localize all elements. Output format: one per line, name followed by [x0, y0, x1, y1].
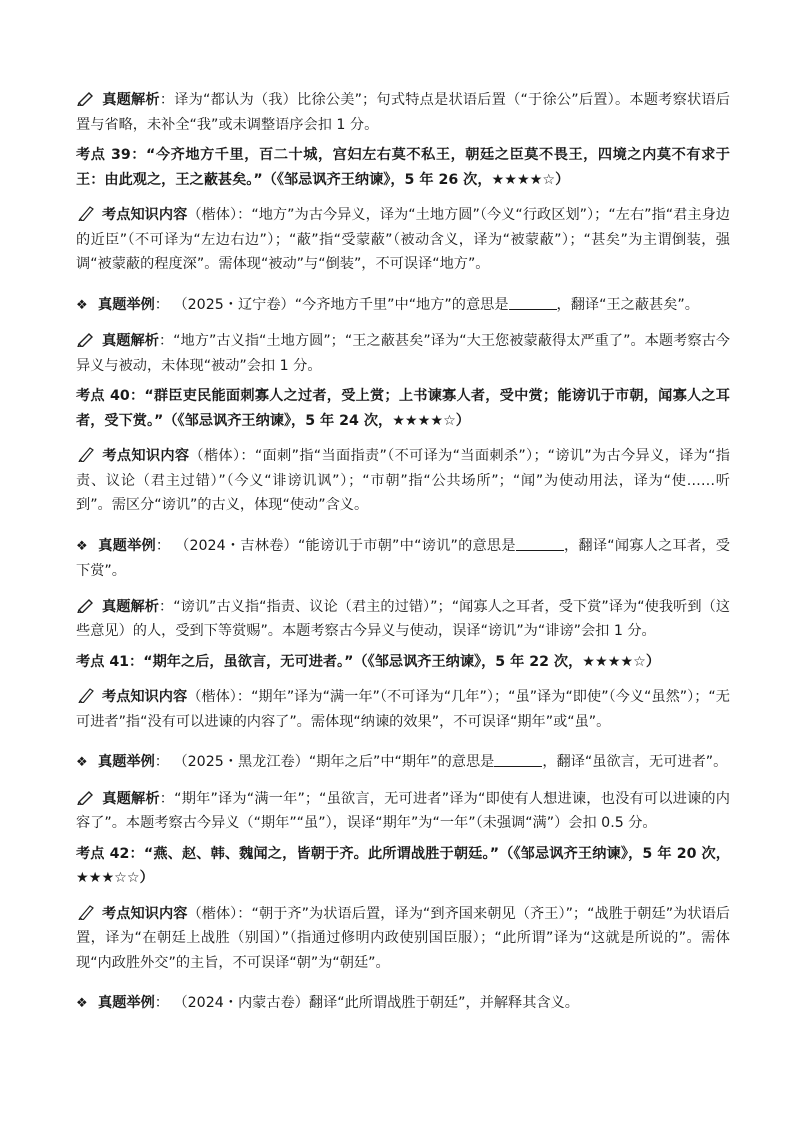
answer-blank [509, 295, 557, 310]
example-paragraph [76, 534, 730, 584]
answer-blank [494, 752, 542, 767]
knowledge-paragraph [76, 203, 730, 277]
example-paragraph [76, 293, 730, 319]
analysis-label: 真题解析 [102, 92, 160, 108]
knowledge-paragraph [76, 902, 730, 976]
example-text: ： （2024・内蒙古卷）翻译“此所谓战胜于朝廷”，并解释其含义。 [154, 995, 579, 1011]
knowledge-paragraph [76, 444, 730, 518]
example-paragraph [76, 750, 730, 776]
example-label: 真题举例 [98, 537, 156, 554]
example-text: ： （2024・吉林卷）“能谤讥于市朝”中“谤讥”的意思是 [155, 537, 516, 554]
example-paragraph [76, 991, 730, 1017]
key-point-heading: 考点 42：“燕、赵、韩、魏闻之，皆朝于齐。此所谓战胜于朝廷。”（《邹忌讽齐王纳谏》，5 年 20 次，★★★☆☆） [76, 845, 730, 886]
knowledge-label: 考点知识内容 [102, 207, 188, 223]
analysis-text: ：“谤讥”古义指“指责、议论（君主的过错）”；“闻寡人之耳者，受下赏”译为“使我听到（这些意见）的人，受到下等赏赐”。本题考察古今异义与使动，误译“谤讥”为“诽谤”会扣 1 分。 [76, 598, 730, 639]
analysis-paragraph [76, 787, 730, 836]
example-text-after: ，翻译“王之蔽甚矣”。 [556, 296, 699, 313]
pen-icon [76, 205, 96, 221]
key-point-heading: 考点 40：“群臣吏民能面刺寡人之过者，受上赏；上书谏寡人者，受中赏；能谤讥于市朝，闻寡人之耳者，受下赏。”（《邹忌讽齐王纳谏》，5 年 24 次，★★★★☆） [76, 388, 730, 429]
knowledge-text: （楷体）：“朝于齐”为状语后置，译为“到齐国来朝见（齐王）”；“战胜于朝廷”为状语后置，译为“在朝廷上战胜（别国）”（指通过修明内政使别国臣服）；“此所谓”译为“这就是所说的”。需体现“内政胜外交”的主旨，不可误译“朝”为“朝廷”。 [76, 905, 730, 971]
analysis-label: 真题解析 [102, 790, 160, 807]
pencil-icon [76, 90, 96, 106]
diamond-bullet-icon: ❖ [76, 297, 88, 313]
key-point-heading: 考点 39：“今齐地方千里，百二十城，宫妇左右莫不私王，朝廷之臣莫不畏王，四境之内莫不有求于王：由此观之，王之蔽甚矣。”（《邹忌讽齐王纳谏》，5 年 26 次，★★★★☆） [76, 147, 730, 188]
analysis-text: ：“期年”译为“满一年”；“虽欲言，无可进者”译为“即使有人想进谏，也没有可以进谏的内容了”。本题考察古今异义（“期年”“虽”），误译“期年”为“一年”（未强调“满”）会扣 0.5 分。 [76, 790, 730, 831]
analysis-paragraph [76, 329, 730, 378]
example-text-after: ，翻译“闻寡人之耳者，受下赏”。 [76, 537, 730, 579]
analysis-paragraph [76, 88, 730, 137]
analysis-label: 真题解析 [102, 598, 159, 615]
diamond-bullet-icon: ❖ [76, 538, 88, 554]
pencil-icon [76, 331, 96, 347]
analysis-text: ：“地方”古义指“土地方圆”；“王之蔽甚矣”译为“大王您被蒙蔽得太严重了”。本题考察古今异义与被动，未体现“被动”会扣 1 分。 [76, 333, 730, 374]
knowledge-label: 考点知识内容 [102, 689, 188, 705]
knowledge-label: 考点知识内容 [102, 905, 188, 922]
analysis-text: ：译为“都认为（我）比徐公美”；句式特点是状语后置（“于徐公”后置）。本题考察状语后置与省略，未补全“我”或未调整语序会扣 1 分。 [76, 92, 730, 133]
pen-icon [76, 904, 96, 920]
answer-blank [516, 536, 564, 551]
example-text: ： （2025・黑龙江卷）“期年之后”中“期年”的意思是 [154, 754, 495, 770]
pencil-icon [76, 597, 96, 613]
knowledge-text: （楷体）：“面刺”指“当面指责”（不可译为“当面刺杀”）；“谤讥”为古今异义，译为“指责、议论（君主过错）”（今义“诽谤讥讽”）；“市朝”指“公共场所”；“闻”为使动用法，译为“使……听到”。需区分“谤讥”的古义，体现“使动”含义。 [76, 448, 730, 513]
analysis-paragraph [76, 595, 730, 644]
pen-icon [76, 687, 96, 703]
knowledge-label: 考点知识内容 [102, 448, 190, 464]
example-label: 真题举例 [98, 296, 155, 313]
example-text-after: ，翻译“虽欲言，无可进者”。 [542, 754, 728, 770]
example-label: 真题举例 [98, 754, 155, 770]
key-point-heading: 考点 41：“期年之后，虽欲言，无可进者。”（《邹忌讽齐王纳谏》，5 年 22 次，★★★★☆） [76, 653, 661, 670]
knowledge-paragraph [76, 685, 730, 734]
example-label: 真题举例 [98, 995, 155, 1011]
knowledge-text: （楷体）：“地方”为古今异义，译为“土地方圆”（今义“行政区划”）；“左右”指“君主身边的近臣”（不可译为“左边右边”）；“蔽”指“受蒙蔽”（被动含义，译为“被蒙蔽”）；“甚矣”为主谓倒装，强调“被蒙蔽的程度深”。需体现“被动”与“倒装”，不可误译“地方”。 [76, 207, 730, 272]
knowledge-text: （楷体）：“期年”译为“满一年”（不可译为“几年”）；“虽”译为“即使”（今义“虽然”）；“无可进者”指“没有可以进谏的内容了”。需体现“纳谏的效果”，不可误译“期年”或“虽”。 [76, 689, 730, 730]
example-text: ： （2025・辽宁卷）“今齐地方千里”中“地方”的意思是 [154, 296, 509, 313]
pencil-icon [76, 789, 96, 805]
pen-icon [76, 446, 96, 462]
diamond-bullet-icon: ❖ [76, 755, 88, 770]
diamond-bullet-icon: ❖ [76, 996, 88, 1011]
analysis-label: 真题解析 [102, 333, 159, 349]
